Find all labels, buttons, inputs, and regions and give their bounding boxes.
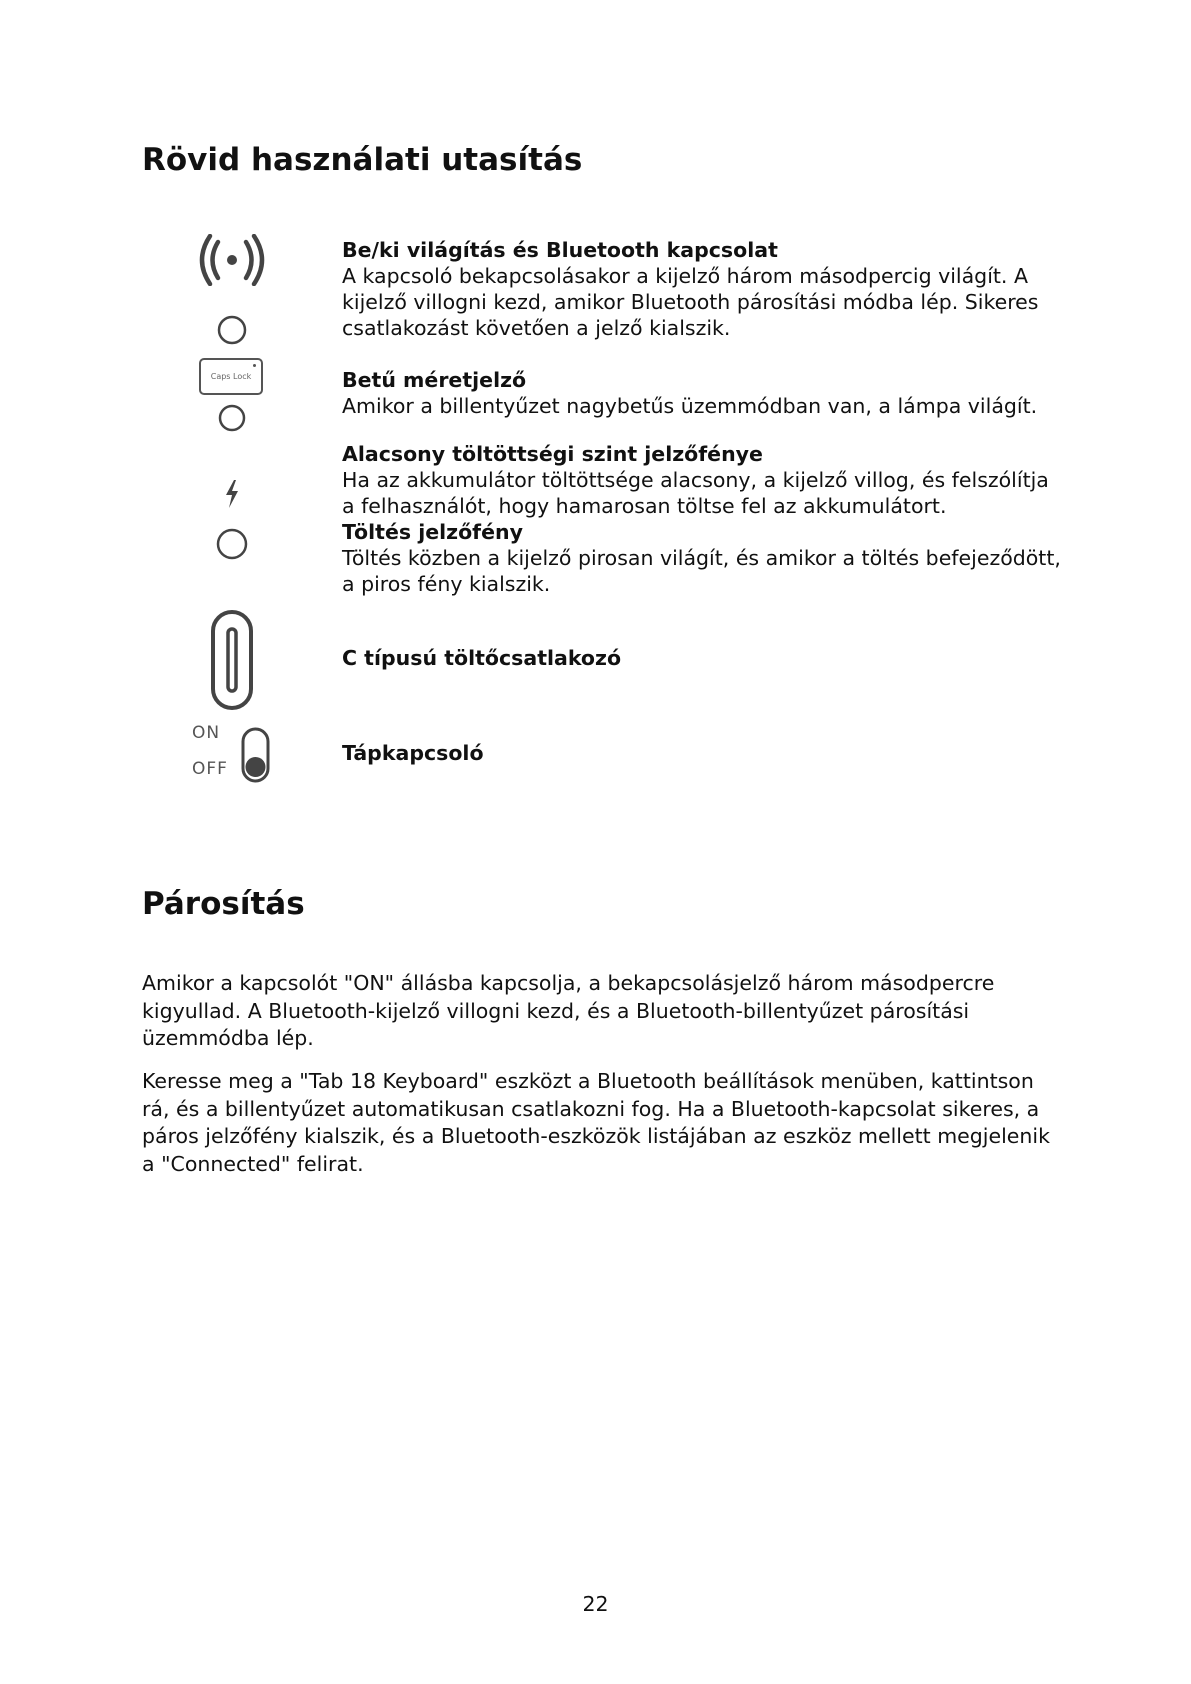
feature-caps-body: Amikor a billentyűzet nagybetűs üzemmódban van, a lámpa világít. [342, 394, 1038, 418]
feature-bluetooth-body: A kapcsoló bekapcsolásakor a kijelző három másodpercig világít. A kijelző villogni kezd, amikor Bluetooth párosítási módba lép. Sikeres csatlakozást követően a jelző kialszik. [342, 264, 1039, 340]
usb-c-port-icon [210, 609, 254, 711]
bluetooth-signal-icon [196, 234, 268, 286]
feature-charging-body: Töltés közben a kijelző pirosan világít, és amikor a töltés befejeződött, a piros fény kialszik. [342, 546, 1061, 596]
caps-lock-key-label: Caps Lock [210, 372, 252, 381]
power-on-label: ON [192, 723, 221, 743]
page-number: 22 [582, 1592, 609, 1616]
power-switch-icon [240, 727, 272, 783]
feature-bluetooth [342, 237, 1062, 341]
pairing-paragraph-2: Keresse meg a "Tab 18 Keyboard" eszközt a Bluetooth beállítások menüben, kattintson rá, és a billentyűzet automatikusan csatlakozni fog. Ha a Bluetooth-kapcsolat sikeres, a páros jelzőfény kialszik, és a Bluetooth-eszközök listájában az eszköz mellett megjelenik a "Connected" felirat. [142, 1069, 1050, 1176]
feature-usb-c-title: C típusú töltőcsatlakozó [342, 646, 622, 670]
feature-low-battery-title: Alacsony töltöttségi szint jelzőfénye [342, 442, 763, 466]
bluetooth-led-icon [216, 314, 248, 346]
caps-lock-key-icon [199, 358, 263, 395]
charging-led-icon [215, 527, 249, 561]
power-off-label: OFF [192, 759, 228, 779]
caps-lock-dot-icon [253, 364, 256, 367]
feature-power-title: Tápkapcsoló [342, 741, 484, 765]
feature-charging-title: Töltés jelzőfény [342, 520, 523, 544]
feature-usb-c [342, 645, 1062, 671]
pairing-paragraph-1: Amikor a kapcsolót "ON" állásba kapcsolja, a bekapcsolásjelző három másodpercre kigyullad. A Bluetooth-kijelző villogni kezd, és a Bluetooth-billentyűzet párosítási üzemmódba lép. [142, 971, 995, 1050]
feature-caps [342, 367, 1062, 419]
page-title: Rövid használati utasítás [142, 142, 583, 178]
caps-led-icon [216, 402, 248, 434]
lightning-bolt-icon [221, 479, 243, 509]
feature-bluetooth-title: Be/ki világítás és Bluetooth kapcsolat [342, 238, 778, 262]
feature-power [342, 740, 1062, 766]
feature-caps-title: Betű méretjelző [342, 368, 527, 392]
feature-low-battery [342, 441, 1062, 597]
feature-low-battery-body: Ha az akkumulátor töltöttsége alacsony, a kijelző villog, és felszólítja a felhasználót, hogy hamarosan töltse fel az akkumulátort. [342, 468, 1049, 518]
pairing-heading: Párosítás [142, 886, 305, 922]
